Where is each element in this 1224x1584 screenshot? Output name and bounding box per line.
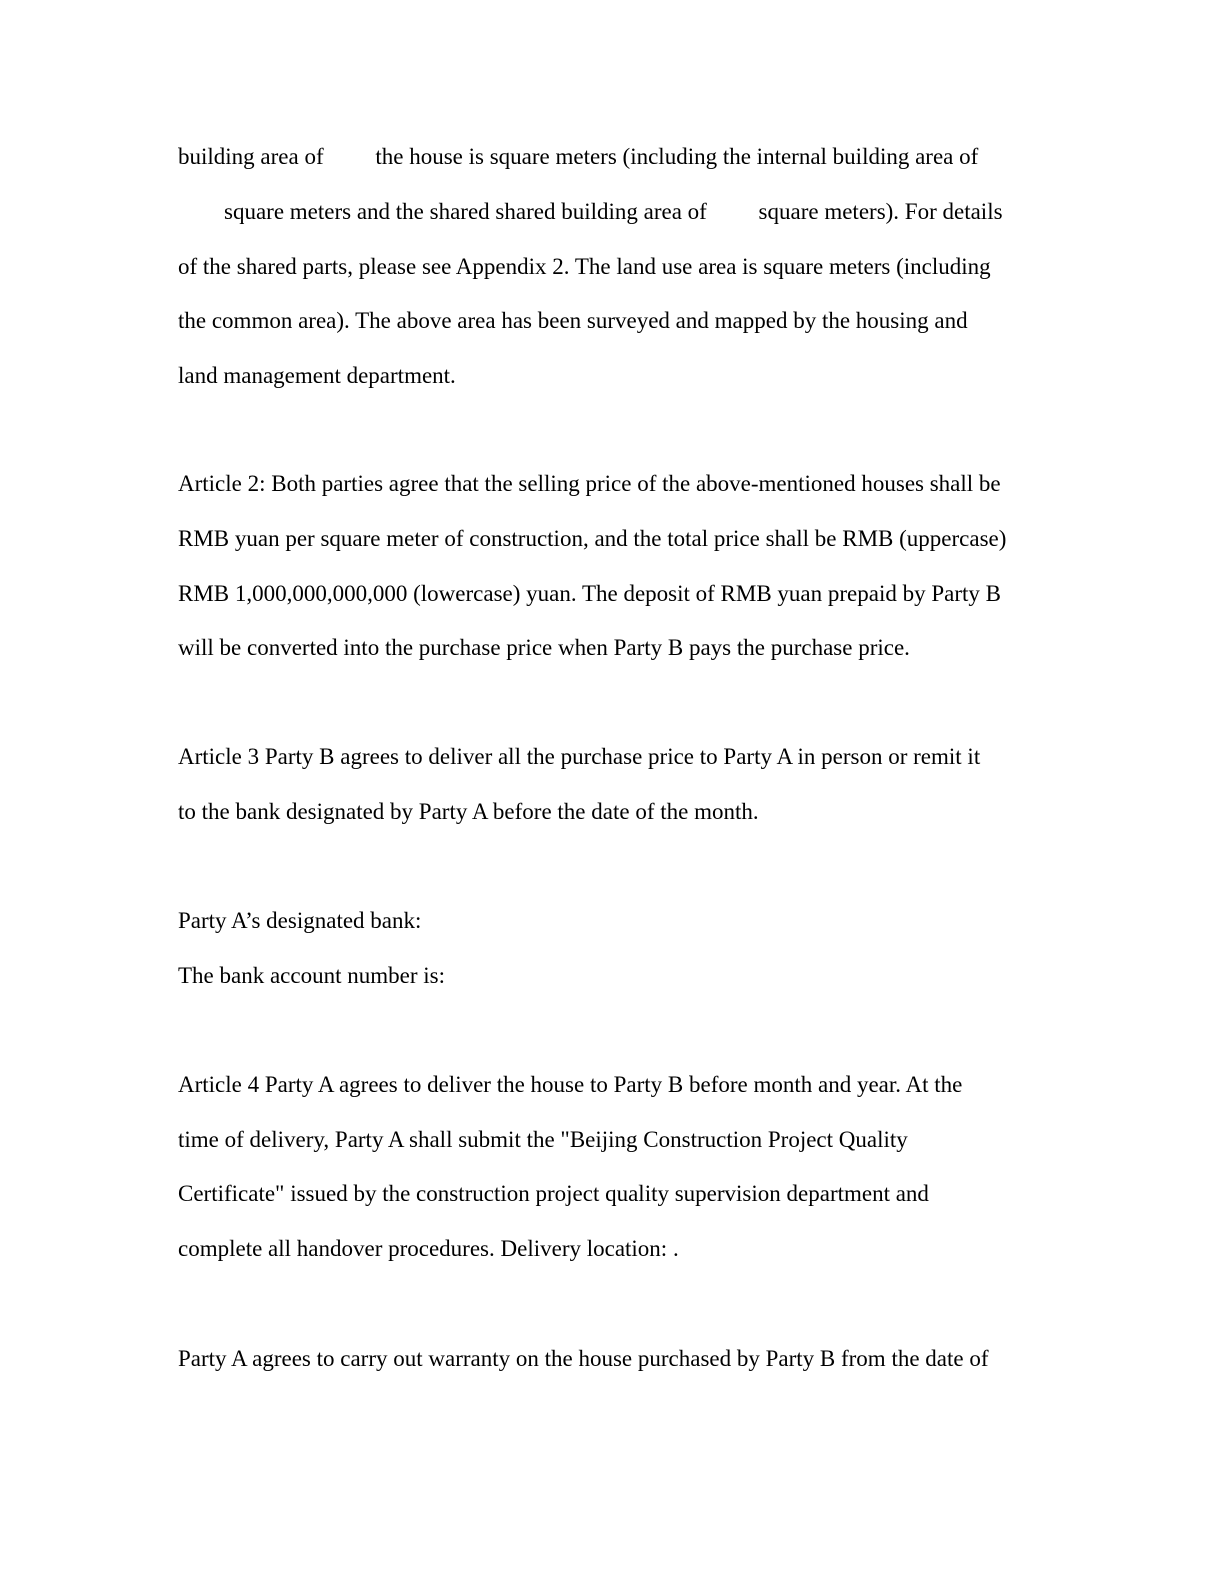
text-line: Party A’s designated bank: [178, 908, 422, 933]
text-line: Party A agrees to carry out warranty on the house purchased by Party B from the date of [178, 1346, 989, 1371]
text-line: of the shared parts, please see Appendix 2. The land use area is square meters (including [178, 254, 991, 279]
text-line: will be converted into the purchase price when Party B pays the purchase price. [178, 635, 910, 660]
text-line: Certificate" issued by the construction project quality supervision department and [178, 1181, 929, 1206]
text-line: land management department. [178, 363, 456, 388]
text-line: Article 3 Party B agrees to deliver all the purchase price to Party A in person or remit it [178, 744, 981, 769]
text-line: time of delivery, Party A shall submit the "Beijing Construction Project Quality [178, 1127, 908, 1152]
text-line: square meters and the shared shared building area of square meters). For details [178, 199, 1003, 224]
text-line: The bank account number is: [178, 963, 445, 988]
text-line: Article 4 Party A agrees to deliver the house to Party B before month and year. At the [178, 1072, 963, 1097]
text-line: Article 2: Both parties agree that the selling price of the above-mentioned houses shall be [178, 471, 1001, 496]
text-line: the common area). The above area has been surveyed and mapped by the housing and [178, 308, 968, 333]
text-line: RMB yuan per square meter of construction, and the total price shall be RMB (uppercase) [178, 526, 1007, 551]
text-line: RMB 1,000,000,000,000 (lowercase) yuan. The deposit of RMB yuan prepaid by Party B [178, 581, 1001, 606]
text-line: building area of the house is square meters (including the internal building area of [178, 144, 979, 169]
text-line: complete all handover procedures. Delivery location: . [178, 1236, 679, 1261]
text-line: to the bank designated by Party A before the date of the month. [178, 799, 759, 824]
